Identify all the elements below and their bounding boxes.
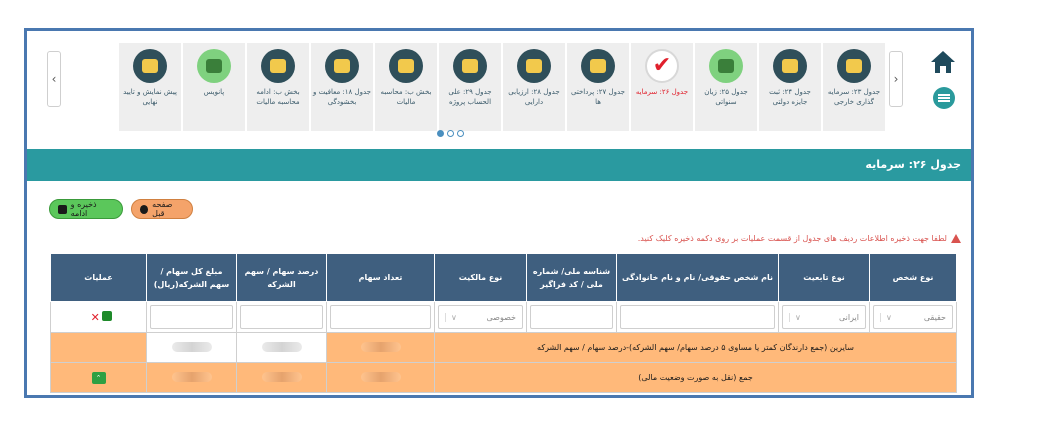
blurred-value <box>361 342 401 352</box>
others-row-label: سایرین (جمع دارندگان کمتر یا مساوی ۵ درصد سهام/ سهم الشرکه)-درصد سهام / سهم الشرکه <box>537 343 854 352</box>
page-dot[interactable] <box>457 130 464 137</box>
step-item[interactable] <box>631 43 693 131</box>
carousel-next-button[interactable]: › <box>889 51 903 107</box>
col-name: نام شخص حقوقی/ نام و نام خانوادگی <box>617 254 779 302</box>
step-label: جدول ۲۶: سرمایه <box>635 88 689 96</box>
step-label: جدول ۱۸: معافیت و بخشودگی <box>313 88 372 106</box>
page-dot[interactable] <box>437 130 444 137</box>
col-actions: عملیات <box>51 254 147 302</box>
warning-icon <box>951 234 961 243</box>
close-icon[interactable]: ✕ <box>90 310 100 324</box>
person-type-select[interactable]: حقیقی ∨ <box>873 305 953 329</box>
step-item[interactable] <box>503 43 565 131</box>
step-label: جدول ۲۳: سرمایه گذاری خارجی <box>827 88 881 106</box>
blurred-value <box>172 372 212 382</box>
step-label: پانویس <box>203 88 225 96</box>
save-notice <box>638 234 961 243</box>
share-percent-input[interactable] <box>240 305 323 329</box>
page-title: جدول ۲۶: سرمایه <box>865 158 961 171</box>
notice-text: لطفا جهت ذخیره اطلاعات ردیف های جدول از قسمت عملیات بر روی دکمه ذخیره کلیک کنید. <box>637 234 947 243</box>
col-nationality: نوع تابعیت <box>779 254 870 302</box>
step-icon <box>709 49 743 83</box>
app-frame <box>24 28 974 398</box>
checkmark-icon: ✔ <box>645 49 679 83</box>
previous-page-label: صفحه قبل <box>152 200 173 218</box>
blurred-value <box>262 372 302 382</box>
carousel-prev-button[interactable]: ‹ <box>47 51 61 107</box>
step-label: جدول ۲۷: پرداختی ها <box>571 88 625 106</box>
step-label: بخش ب: محاسبه مالیات <box>380 88 432 106</box>
top-navigation <box>27 31 971 149</box>
step-icon <box>325 49 359 83</box>
step-item[interactable] <box>119 43 181 131</box>
blurred-value <box>172 342 212 352</box>
share-amount-input[interactable] <box>150 305 233 329</box>
col-share-percent: درصد سهام / سهم الشرکه <box>237 254 327 302</box>
col-national-id: شناسه ملی/ شماره ملی / کد فراگیر <box>527 254 617 302</box>
blurred-value <box>262 342 302 352</box>
capital-table <box>50 253 957 393</box>
national-id-input[interactable] <box>530 305 613 329</box>
step-item[interactable] <box>183 43 245 131</box>
step-item[interactable] <box>695 43 757 131</box>
step-icon <box>133 49 167 83</box>
nationality-select[interactable]: ایرانی ∨ <box>782 305 866 329</box>
name-input[interactable] <box>620 305 775 329</box>
col-ownership: نوع مالکیت <box>435 254 527 302</box>
save-continue-label: ذخیره و ادامه <box>70 200 97 218</box>
save-icon <box>58 205 67 214</box>
step-item[interactable] <box>311 43 373 131</box>
step-icon <box>581 49 615 83</box>
step-icon <box>453 49 487 83</box>
step-label: بخش ب: ادامه محاسبه مالیات <box>256 88 300 106</box>
step-label: جدول ۲۵: زیان سنواتی <box>704 88 748 106</box>
step-item[interactable] <box>439 43 501 131</box>
carousel-pagination <box>437 130 464 137</box>
step-label: جدول ۲۴: ثبت جایزه دولتی <box>769 88 811 106</box>
save-continue-button[interactable] <box>49 199 123 219</box>
table-row <box>51 333 957 363</box>
ownership-select[interactable]: خصوصی ∨ <box>438 305 523 329</box>
arrow-left-icon <box>140 205 148 214</box>
col-person-type: نوع شخص <box>870 254 957 302</box>
step-label: جدول ۲۹: علی الحساب پروژه <box>448 88 492 106</box>
save-icon[interactable] <box>102 311 112 321</box>
blurred-value <box>361 372 401 382</box>
table-header-row <box>51 254 957 302</box>
step-icon <box>837 49 871 83</box>
col-share-amount: مبلغ کل سهام / سهم الشرکه(ریال) <box>147 254 237 302</box>
step-icon <box>261 49 295 83</box>
step-item[interactable] <box>247 43 309 131</box>
chevron-down-icon: ∨ <box>789 313 801 322</box>
step-label: جدول ۲۸: ارزیابی دارایی <box>508 88 560 106</box>
previous-page-button[interactable] <box>131 199 193 219</box>
chevron-down-icon: ∨ <box>880 313 892 322</box>
step-icon <box>517 49 551 83</box>
transfer-up-icon[interactable]: ⌃ <box>92 372 106 384</box>
share-count-input[interactable] <box>330 305 431 329</box>
home-icon[interactable] <box>929 49 957 75</box>
step-icon <box>389 49 423 83</box>
total-row-label: جمع (نقل به صورت وضعیت مالی) <box>638 373 753 382</box>
step-item[interactable] <box>759 43 821 131</box>
step-icon <box>773 49 807 83</box>
table-row <box>51 302 957 333</box>
menu-icon[interactable] <box>933 87 955 109</box>
step-item[interactable] <box>375 43 437 131</box>
step-label: پیش نمایش و تایید نهایی <box>123 88 177 106</box>
col-share-count: تعداد سهام <box>327 254 435 302</box>
page-dot[interactable] <box>447 130 454 137</box>
page-header-bar <box>27 149 971 181</box>
step-item[interactable] <box>823 43 885 131</box>
table-row <box>51 363 957 393</box>
chevron-down-icon: ∨ <box>445 313 457 322</box>
step-item[interactable] <box>567 43 629 131</box>
step-carousel <box>65 43 885 131</box>
step-icon <box>197 49 231 83</box>
